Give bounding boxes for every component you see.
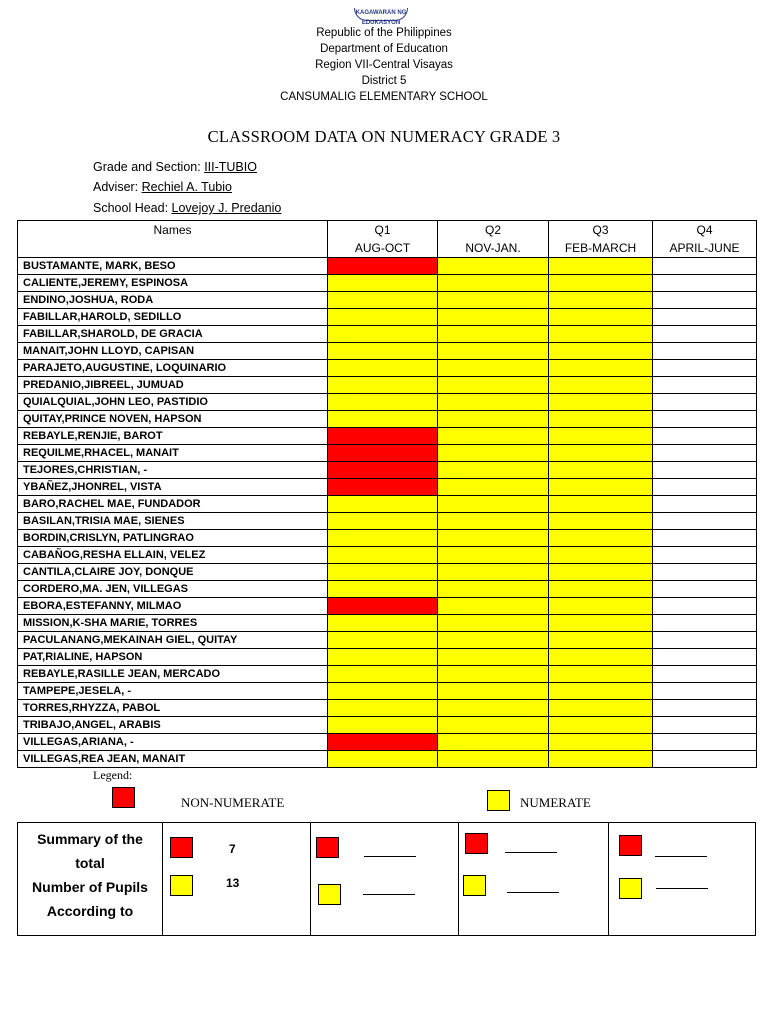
header-line-district: District 5 — [361, 75, 407, 87]
pupil-name: EBORA,ESTEFANNY, MILMAO — [18, 598, 328, 615]
q3-status-cell — [549, 547, 653, 564]
school-head-label: School Head: — [93, 201, 172, 215]
summary-q4-cell — [609, 823, 755, 935]
q1-status-cell — [328, 275, 438, 292]
q1-status-cell — [328, 649, 438, 666]
table-row — [18, 615, 757, 632]
q3-status-cell — [549, 700, 653, 717]
school-head-line — [93, 201, 281, 215]
table-row — [18, 445, 757, 462]
table-row — [18, 496, 757, 513]
table-row — [18, 649, 757, 666]
q4-status-cell — [653, 394, 757, 411]
q2-status-cell — [438, 547, 549, 564]
q2-status-cell — [438, 598, 549, 615]
q4-status-cell — [653, 598, 757, 615]
q2-status-cell — [438, 462, 549, 479]
table-row — [18, 564, 757, 581]
summary-q3-red-swatch — [465, 833, 488, 854]
summary-q3-non-numerate-blank — [505, 852, 557, 853]
header-line-department: Department of Educatıon — [320, 43, 448, 55]
q1-status-cell — [328, 445, 438, 462]
q2-status-cell — [438, 615, 549, 632]
grade-section-label: Grade and Section: — [93, 160, 205, 174]
q1-status-cell — [328, 394, 438, 411]
q1-status-cell — [328, 377, 438, 394]
q4-status-cell — [653, 717, 757, 734]
q4-status-cell — [653, 360, 757, 377]
q2-status-cell — [438, 394, 549, 411]
q4-column-header: Q4 APRIL-JUNE — [653, 221, 757, 258]
q4-status-cell — [653, 666, 757, 683]
pupil-name: FABILLAR,SHAROLD, DE GRACIA — [18, 326, 328, 343]
table-row — [18, 751, 757, 768]
q4-status-cell — [653, 258, 757, 275]
summary-q1-red-swatch — [170, 837, 193, 858]
pupil-name: BASILAN,TRISIA MAE, SIENES — [18, 513, 328, 530]
legend-label: Legend: — [93, 768, 133, 782]
q4-status-cell — [653, 530, 757, 547]
pupil-name: PAT,RIALINE, HAPSON — [18, 649, 328, 666]
q3-status-cell — [549, 581, 653, 598]
q1-column-header: Q1 AUG-OCT — [328, 221, 438, 258]
pupil-name: PARAJETO,AUGUSTINE, LOQUINARIO — [18, 360, 328, 377]
q1-status-cell — [328, 683, 438, 700]
pupil-name: PREDANIO,JIBREEL, JUMUAD — [18, 377, 328, 394]
q2-status-cell — [438, 683, 549, 700]
q4-status-cell — [653, 309, 757, 326]
table-row — [18, 377, 757, 394]
q3-status-cell — [549, 275, 653, 292]
q2-status-cell — [438, 445, 549, 462]
pupil-name: MISSION,K-SHA MARIE, TORRES — [18, 615, 328, 632]
q3-status-cell — [549, 649, 653, 666]
q4-status-cell — [653, 496, 757, 513]
q4-status-cell — [653, 751, 757, 768]
pupil-name: TORRES,RHYZZA, PABOL — [18, 700, 328, 717]
adviser-line — [93, 180, 232, 194]
q4-status-cell — [653, 581, 757, 598]
legend-red-swatch — [112, 787, 135, 808]
q4-status-cell — [653, 326, 757, 343]
table-row — [18, 683, 757, 700]
q4-status-cell — [653, 683, 757, 700]
summary-q4-numerate-blank — [656, 888, 708, 889]
q4-status-cell — [653, 377, 757, 394]
pupil-name: YBAÑEZ,JHONREL, VISTA — [18, 479, 328, 496]
table-row — [18, 700, 757, 717]
q2-status-cell — [438, 581, 549, 598]
summary-title: Summary of the total Number of Pupils According to — [32, 831, 148, 919]
q1-status-cell — [328, 564, 438, 581]
q2-status-cell — [438, 751, 549, 768]
pupil-name: VILLEGAS,REA JEAN, MANAIT — [18, 751, 328, 768]
q2-status-cell — [438, 360, 549, 377]
q3-status-cell — [549, 326, 653, 343]
q4-status-cell — [653, 479, 757, 496]
table-row — [18, 258, 757, 275]
summary-q4-yellow-swatch — [619, 878, 642, 899]
q1-status-cell — [328, 326, 438, 343]
q3-status-cell — [549, 258, 653, 275]
table-row — [18, 394, 757, 411]
table-header-row — [18, 221, 757, 258]
summary-q1-cell — [163, 823, 311, 935]
q3-status-cell — [549, 615, 653, 632]
q1-status-cell — [328, 530, 438, 547]
q4-status-cell — [653, 462, 757, 479]
table-row — [18, 360, 757, 377]
q1-status-cell — [328, 547, 438, 564]
q3-status-cell — [549, 564, 653, 581]
q2-status-cell — [438, 700, 549, 717]
summary-q1-non-numerate-count: 7 — [229, 842, 236, 856]
summary-q1-numerate-count: 13 — [226, 876, 240, 890]
q2-status-cell — [438, 326, 549, 343]
q3-status-cell — [549, 717, 653, 734]
q2-status-cell — [438, 496, 549, 513]
pupil-name: TEJORES,CHRISTIAN, - — [18, 462, 328, 479]
table-row — [18, 717, 757, 734]
q4-status-cell — [653, 428, 757, 445]
document-title: CLASSROOM DATA ON NUMERACY GRADE 3 — [207, 127, 561, 146]
q4-status-cell — [653, 632, 757, 649]
pupil-name: MANAIT,JOHN LLOYD, CAPISAN — [18, 343, 328, 360]
q3-status-cell — [549, 428, 653, 445]
q4-status-cell — [653, 564, 757, 581]
summary-q3-numerate-blank — [507, 892, 559, 893]
q3-status-cell — [549, 394, 653, 411]
q3-status-cell — [549, 598, 653, 615]
pupil-name: BUSTAMANTE, MARK, BESO — [18, 258, 328, 275]
q1-status-cell — [328, 581, 438, 598]
q3-status-cell — [549, 683, 653, 700]
q1-status-cell — [328, 479, 438, 496]
pupil-name: TAMPEPE,JESELA, - — [18, 683, 328, 700]
table-row — [18, 598, 757, 615]
q3-status-cell — [549, 462, 653, 479]
table-row — [18, 632, 757, 649]
summary-q1-yellow-swatch — [170, 875, 193, 896]
q1-status-cell — [328, 462, 438, 479]
pupil-name: FABILLAR,HAROLD, SEDILLO — [18, 309, 328, 326]
q4-status-cell — [653, 700, 757, 717]
q3-status-cell — [549, 445, 653, 462]
q3-status-cell — [549, 411, 653, 428]
table-row — [18, 513, 757, 530]
q1-status-cell — [328, 309, 438, 326]
q2-status-cell — [438, 632, 549, 649]
q2-status-cell — [438, 513, 549, 530]
q2-status-cell — [438, 309, 549, 326]
table-row — [18, 462, 757, 479]
q2-column-header: Q2 NOV-JAN. — [438, 221, 549, 258]
q1-status-cell — [328, 615, 438, 632]
q4-status-cell — [653, 615, 757, 632]
q1-status-cell — [328, 411, 438, 428]
q3-status-cell — [549, 496, 653, 513]
summary-q4-red-swatch — [619, 835, 642, 856]
pupil-name: BORDIN,CRISLYN, PATLINGRAO — [18, 530, 328, 547]
q2-status-cell — [438, 428, 549, 445]
q1-status-cell — [328, 513, 438, 530]
legend-yellow-swatch — [487, 790, 510, 811]
q1-status-cell — [328, 632, 438, 649]
q2-status-cell — [438, 258, 549, 275]
summary-q3-cell — [459, 823, 609, 935]
legend-non-numerate-label: NON-NUMERATE — [181, 795, 285, 810]
table-row — [18, 479, 757, 496]
q3-status-cell — [549, 377, 653, 394]
summary-q2-non-numerate-blank — [364, 856, 416, 857]
q3-status-cell — [549, 751, 653, 768]
q4-status-cell — [653, 649, 757, 666]
grade-section-value: III-TUBIO — [204, 160, 257, 174]
q2-status-cell — [438, 530, 549, 547]
pupil-name: TRIBAJO,ANGEL, ARABIS — [18, 717, 328, 734]
pupil-name: ENDINO,JOSHUA, RODA — [18, 292, 328, 309]
pupil-name: BARO,RACHEL MAE, FUNDADOR — [18, 496, 328, 513]
table-row — [18, 343, 757, 360]
document-header — [0, 25, 768, 105]
pupil-name: CANTILA,CLAIRE JOY, DONQUE — [18, 564, 328, 581]
pupil-name: CABAÑOG,RESHA ELLAIN, VELEZ — [18, 547, 328, 564]
header-line-region: Region VII-Central Visayas — [315, 59, 453, 71]
header-line-school: CANSUMALIG ELEMENTARY SCHOOL — [280, 91, 488, 103]
adviser-label: Adviser: — [93, 180, 142, 194]
q4-status-cell — [653, 513, 757, 530]
table-row — [18, 547, 757, 564]
deped-seal — [354, 8, 408, 26]
q2-status-cell — [438, 479, 549, 496]
numeracy-table — [17, 220, 757, 768]
pupil-name: REBAYLE,RASILLE JEAN, MERCADO — [18, 666, 328, 683]
q3-status-cell — [549, 530, 653, 547]
q2-status-cell — [438, 564, 549, 581]
q4-status-cell — [653, 275, 757, 292]
summary-q3-yellow-swatch — [463, 875, 486, 896]
table-row — [18, 581, 757, 598]
names-column-header: Names — [18, 221, 328, 258]
q3-status-cell — [549, 734, 653, 751]
pupil-name: QUITAY,PRINCE NOVEN, HAPSON — [18, 411, 328, 428]
table-row — [18, 326, 757, 343]
q2-status-cell — [438, 734, 549, 751]
table-row — [18, 666, 757, 683]
q1-status-cell — [328, 751, 438, 768]
summary-q2-numerate-blank — [363, 894, 415, 895]
q4-status-cell — [653, 292, 757, 309]
table-row — [18, 530, 757, 547]
q3-status-cell — [549, 360, 653, 377]
q2-status-cell — [438, 343, 549, 360]
legend-numerate-label: NUMERATE — [520, 795, 591, 810]
q3-status-cell — [549, 666, 653, 683]
header-line-republic: Republic of the Philippines — [316, 27, 452, 39]
q3-status-cell — [549, 632, 653, 649]
q4-status-cell — [653, 734, 757, 751]
adviser-value: Rechiel A. Tubio — [141, 180, 232, 194]
q1-status-cell — [328, 598, 438, 615]
summary-q4-non-numerate-blank — [655, 856, 707, 857]
table-row — [18, 428, 757, 445]
summary-q2-yellow-swatch — [318, 884, 341, 905]
q2-status-cell — [438, 292, 549, 309]
q2-status-cell — [438, 666, 549, 683]
summary-q2-red-swatch — [316, 837, 339, 858]
q1-status-cell — [328, 496, 438, 513]
q3-status-cell — [549, 309, 653, 326]
q1-status-cell — [328, 717, 438, 734]
q4-status-cell — [653, 411, 757, 428]
table-row — [18, 309, 757, 326]
q2-status-cell — [438, 717, 549, 734]
q2-status-cell — [438, 275, 549, 292]
pupil-name: QUIALQUIAL,JOHN LEO, PASTIDIO — [18, 394, 328, 411]
q2-status-cell — [438, 377, 549, 394]
q1-status-cell — [328, 734, 438, 751]
q3-status-cell — [549, 513, 653, 530]
seal-text: KAGAWARAN NG EDUKASYON — [355, 10, 407, 26]
pupil-name: VILLEGAS,ARIANA, - — [18, 734, 328, 751]
q3-column-header: Q3 FEB-MARCH — [549, 221, 653, 258]
pupil-name: REQUILME,RHACEL, MANAIT — [18, 445, 328, 462]
q1-status-cell — [328, 360, 438, 377]
summary-q2-cell — [311, 823, 459, 935]
q1-status-cell — [328, 428, 438, 445]
pupil-name: CALIENTE,JEREMY, ESPINOSA — [18, 275, 328, 292]
q1-status-cell — [328, 700, 438, 717]
table-row — [18, 411, 757, 428]
summary-title-cell — [18, 823, 163, 935]
q1-status-cell — [328, 666, 438, 683]
q1-status-cell — [328, 292, 438, 309]
summary-box — [17, 822, 756, 936]
school-head-value: Lovejoy J. Predanio — [171, 201, 282, 215]
pupil-name: CORDERO,MA. JEN, VILLEGAS — [18, 581, 328, 598]
q3-status-cell — [549, 292, 653, 309]
q3-status-cell — [549, 343, 653, 360]
q2-status-cell — [438, 649, 549, 666]
q4-status-cell — [653, 445, 757, 462]
grade-section-line — [93, 160, 257, 174]
q4-status-cell — [653, 547, 757, 564]
table-row — [18, 292, 757, 309]
table-body — [18, 258, 757, 768]
q1-status-cell — [328, 258, 438, 275]
table-row — [18, 734, 757, 751]
pupil-name: REBAYLE,RENJIE, BAROT — [18, 428, 328, 445]
pupil-name: PACULANANG,MEKAINAH GIEL, QUITAY — [18, 632, 328, 649]
table-row — [18, 275, 757, 292]
q2-status-cell — [438, 411, 549, 428]
q3-status-cell — [549, 479, 653, 496]
q1-status-cell — [328, 343, 438, 360]
q4-status-cell — [653, 343, 757, 360]
